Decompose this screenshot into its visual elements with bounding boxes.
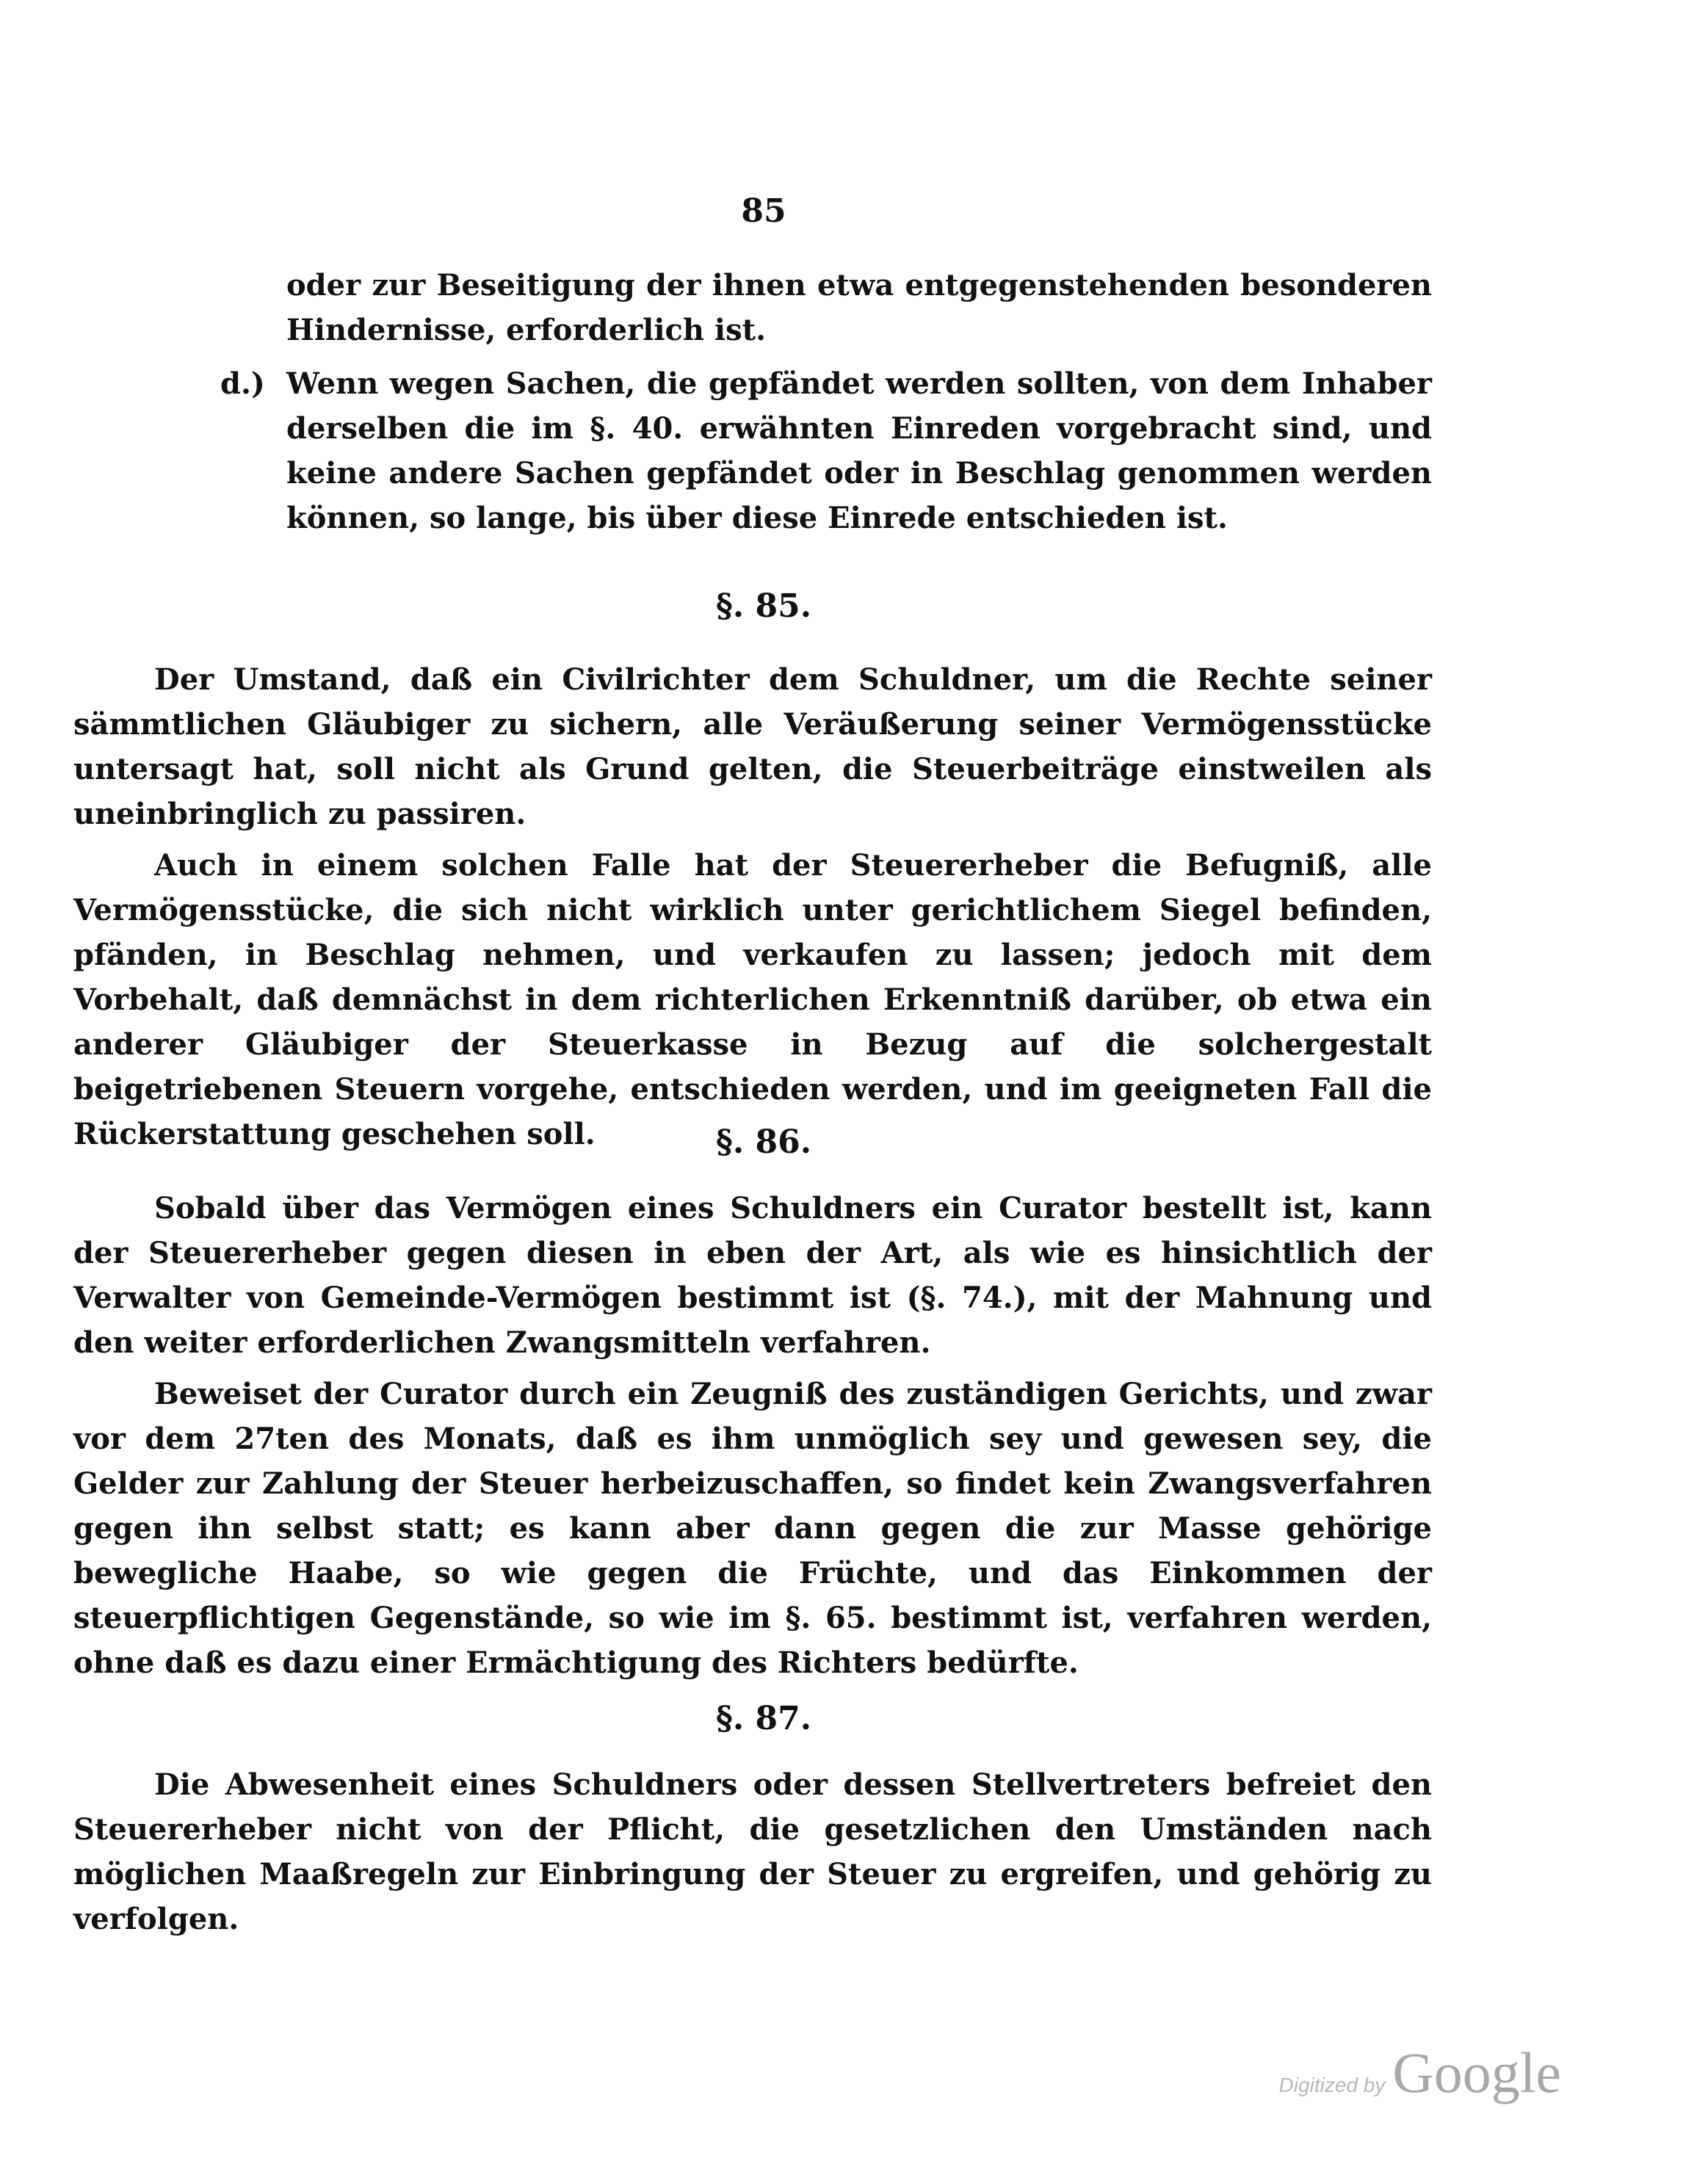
watermark-prefix: Digitized by (1278, 2074, 1386, 2096)
section-85-body (73, 657, 1432, 1163)
page-number: 85 (741, 192, 786, 230)
section-86-body (73, 1186, 1432, 1692)
list-marker: d.) (220, 366, 265, 401)
paragraph: Auch in einem solchen Falle hat der Steuererheber die Befugniß, alle Vermögensstücke, die sich nicht wirklich unter gerichtlichem Siegel befinden, pfänden, in Beschlag nehmen, und verkaufen zu lassen; jedoch mit dem Vorbehalt, daß demnächst in dem richterlichen Erkenntniß darüber, ob etwa ein anderer Gläubiger der Steuerkasse in Bezug auf die solchergestalt beigetriebenen Steuern vorgehe, entschieden werden, und im geeigneten Fall die Rückerstattung geschehen soll. (73, 848, 1432, 1151)
paragraph: Die Abwesenheit eines Schuldners oder dessen Stellvertreters befreiet den Steuererheber nicht von der Pflicht, die gesetzlichen den Umständen nach möglichen Maaßregeln zur Einbringung der Steuer zu ergreifen, und gehörig zu verfolgen. (73, 1767, 1432, 1936)
section-87-body (73, 1762, 1432, 1948)
paragraph: Beweiset der Curator durch ein Zeugniß des zuständigen Gerichts, und zwar vor dem 27ten des Monats, daß es ihm unmöglich sey und gewesen sey, die Gelder zur Zahlung der Steuer herbeizuschaffen, so findet kein Zwangsverfahren gegen ihn selbst statt; es kann aber dann gegen die zur Masse gehörige bewegliche Haabe, so wie gegen die Früchte, und das Einkommen der steuerpflichtigen Gegenstände, so wie im §. 65. bestimmt ist, verfahren werden, ohne daß es dazu einer Ermächtigung des Richters bedürfte. (73, 1377, 1432, 1680)
google-logo: Google (1392, 2041, 1561, 2104)
section-heading-86: §. 86. (715, 1123, 812, 1161)
paragraph: Der Umstand, daß ein Civilrichter dem Schuldner, um die Rechte seiner sämmtlichen Gläubiger zu sichern, alle Veräußerung seiner Vermögensstücke untersagt hat, soll nicht als Grund gelten, die Steuerbeiträge einstweilen als uneinbringlich zu passiren. (73, 662, 1432, 831)
section-heading-87: §. 87. (715, 1700, 812, 1737)
paragraph: Sobald über das Vermögen eines Schuldners ein Curator bestellt ist, kann der Steuererheber gegen diesen in eben der Art, als wie es hinsichtlich der Verwalter von Gemeinde-Vermögen bestimmt ist (§. 74.), mit der Mahnung und den weiter erforderlichen Zwangsmitteln verfahren. (73, 1191, 1432, 1360)
list-item-text: Wenn wegen Sachen, die gepfändet werden sollten, von dem Inhaber derselben die im §. 40. erwähnten Einreden vorgebracht sind, und keine andere Sachen gepfändet oder in Beschlag genommen werden können, so lange, bis über diese Einrede entschieden ist. (286, 366, 1432, 535)
digitized-watermark (1279, 2040, 1561, 2106)
continuation-text: oder zur Beseitigung der ihnen etwa entgegenstehenden besonderen Hindernisse, erforderlich ist. (286, 268, 1432, 347)
list-item-d (73, 361, 1432, 540)
section-heading-85: §. 85. (715, 587, 812, 625)
